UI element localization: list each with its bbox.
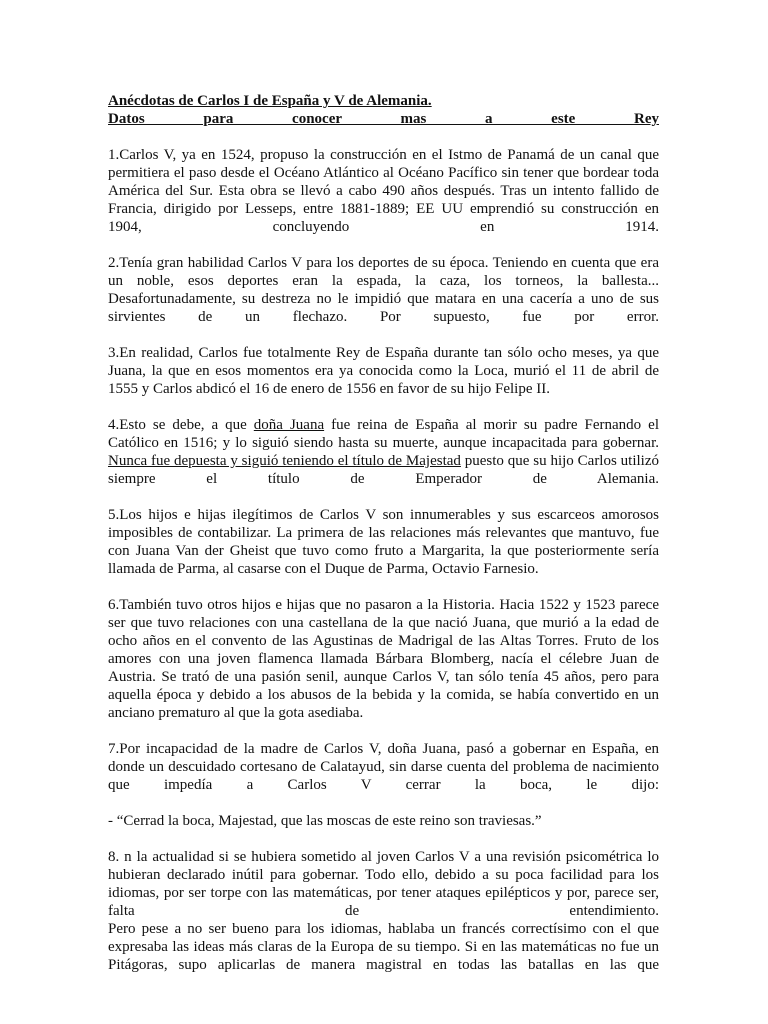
paragraph-4 — [108, 416, 659, 488]
paragraph-2: 2.Tenía gran habilidad Carlos V para los deportes de su época. Teniendo en cuenta que era un noble, esos deportes eran la espada, la caza, los torneos, la ballesta... Desafortunadamente, su destreza no le impidió que matara en una cacería a uno de sus sirvientes de un flechazo. Por supuesto, fue por error. — [108, 255, 659, 325]
paragraph-3: 3.En realidad, Carlos fue totalmente Rey de España durante tan sólo ocho meses, ya que Juana, la que en esos momentos era ya conocida como la Loca, murió el 11 de abril de 1555 y Carlos abdicó el 16 de enero de 1556 en favor de su hijo Felipe II. — [108, 345, 659, 397]
paragraph-4-part-c: puesto que su hijo Carlos utilizó siempre el título de Emperador de Alemania. — [108, 453, 659, 487]
paragraph-5: 5.Los hijos e hijas ilegítimos de Carlos V son innumerables y sus escarceos amorosos imposibles de contabilizar. La primera de las relaciones más relevantes que mantuvo, fue con Juana Van der Gheist que tuvo como fruto a Margarita, la que posteriormente sería llamada de Parma, al casarse con el Duque de Parma, Octavio Farnesio. — [108, 507, 659, 577]
paragraph-8: 8. n la actualidad si se hubiera sometido al joven Carlos V a una revisión psicométrica lo hubieran declarado inútil para gobernar. Todo ello, debido a su poca facilidad para los idiomas, por ser torpe con las matemáticas, por tener ataques epilépticos y por, parece ser, falta de entendimiento. — [108, 849, 659, 919]
document-subtitle: Datos para conocer mas a este Rey — [108, 111, 659, 127]
paragraph-1: 1.Carlos V, ya en 1524, propuso la construcción en el Istmo de Panamá de un canal que permitiera el paso desde el Océano Atlántico al Océano Pacífico sin tener que bordear toda América del Sur. Esta obra se llevó a cabo 490 años después. Tras un intento fallido de Francia, dirigido por Lesseps, entre 1881-1889; EE UU emprendió su construcción en 1904, concluyendo en 1914. — [108, 147, 659, 235]
link-dona-juana[interactable]: doña Juana — [253, 417, 325, 433]
paragraph-4-part-b: fue reina de España al morir su padre Fernando el Católico en 1516; y lo siguió siendo hasta su muerte, aunque incapacitada para gobernar. — [108, 417, 659, 451]
paragraph-6: 6.También tuvo otros hijos e hijas que no pasaron a la Historia. Hacia 1522 y 1523 parece ser que tuvo relaciones con una castellana de la que nació Juana, que murió a la edad de ocho años en el convento de las Agustinas de Madrigal de las Altas Torres. Fruto de los amores con una joven flamenca llamada Bárbara Blomberg, nacía el célebre Juan de Austria. Se trató de una pasión senil, aunque Carlos V, tan sólo tenía 45 años, pero para aquella época y debido a los abusos de la bebida y la comida, se había convertido en un anciano prematuro al que la gota asediaba. — [108, 597, 659, 721]
quote: - “Cerrad la boca, Majestad, que las moscas de este reino son traviesas.” — [108, 813, 542, 829]
document-title: Anécdotas de Carlos I de España y V de Alemania. — [108, 93, 432, 109]
link-majestad[interactable]: Nunca fue depuesta y siguió teniendo el título de Majestad — [108, 453, 461, 469]
document-page — [108, 92, 659, 974]
paragraph-7: 7.Por incapacidad de la madre de Carlos V, doña Juana, pasó a gobernar en España, en donde un descuidado cortesano de Calatayud, sin darse cuenta del problema de nacimiento que impedía a Carlos V cerrar la boca, le dijo: — [108, 741, 659, 793]
paragraph-9: Pero pese a no ser bueno para los idiomas, hablaba un francés correctísimo con el que expresaba las ideas más claras de la Europa de su tiempo. Si en las matemáticas no fue un Pitágoras, supo aplicarlas de manera magistral en todas las batallas en las que — [108, 921, 659, 973]
paragraph-4-part-a: 4.Esto se debe, a que — [108, 417, 254, 433]
